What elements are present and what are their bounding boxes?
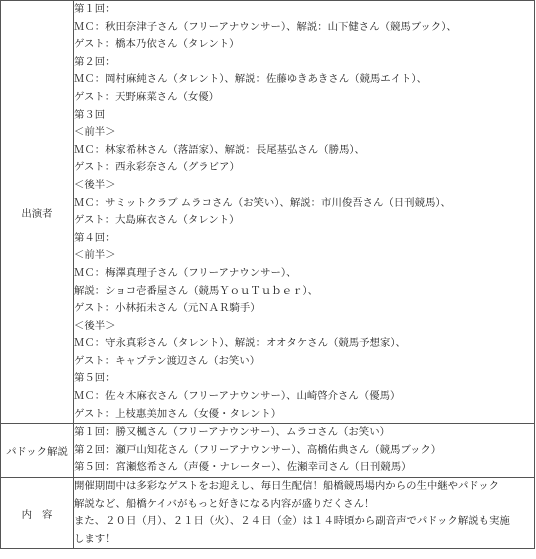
- text-line: ＭＣ：林家希林さん（落語家）、解説：長尾基弘さん（勝馬）、: [74, 143, 365, 156]
- text-line: ＜前半＞: [74, 126, 116, 139]
- text-line: ゲスト：キャプテン渡辺さん（お笑い）: [74, 354, 261, 367]
- label-paddock-commentary: パドック解説: [1, 424, 74, 478]
- label-contents-text: 内容: [21, 508, 63, 521]
- text-line: 第５回：宮瀬悠希さん（声優・ナレーター）、佐瀬幸司さん（日刊競馬）: [74, 461, 412, 474]
- text-line: ＭＣ：佐々木麻衣さん（フリーアナウンサー）、山崎啓介さん（優馬）: [74, 390, 401, 403]
- contents-content: [74, 478, 535, 549]
- text-line: 第１回：勝又楓さん（フリーアナウンサー）、ムラコさん（お笑い）: [74, 426, 390, 439]
- text-line: 第３回: [74, 108, 106, 121]
- text-line: ＭＣ：秋田奈津子さん（フリーアナウンサー）、解説：山下健さん（競馬ブック）、: [74, 20, 457, 33]
- text-line: ゲスト：橋本乃依さん（タレント）: [74, 38, 240, 51]
- text-line: ＜前半＞: [74, 249, 116, 262]
- text-line: 第５回：: [74, 372, 116, 385]
- label-performers: 出演者: [1, 1, 74, 424]
- performers-content: [74, 1, 535, 424]
- text-line: します！: [74, 532, 116, 545]
- text-line: ＭＣ：岡村麻純さん（タレント）、解説：佐藤ゆきあきさん（競馬エイト）、: [74, 73, 428, 86]
- text-line: ＜後半＞: [74, 319, 116, 332]
- text-line: 第４回：: [74, 231, 116, 244]
- text-line: ゲスト：天野麻菜さん（女優）: [74, 90, 220, 103]
- text-line: ＭＣ：守永真彩さん（タレント）、解説：オオタケさん（競馬予想家）、: [74, 337, 406, 350]
- text-line: 第２回：: [74, 55, 116, 68]
- text-line: また、２０日（月）、２１日（火）、２４日（金）は１４時頃から副音声でパドック解説も実施: [74, 515, 510, 528]
- text-line: ゲスト：大島麻衣さん（タレント）: [74, 214, 240, 227]
- text-line: 第１回：: [74, 3, 116, 15]
- text-line: ＜後半＞: [74, 178, 116, 191]
- text-line: ゲスト：小林拓未さん（元ＮＡＲ騎手）: [74, 302, 261, 315]
- text-line: ゲスト：西永彩奈さん（グラビア）: [74, 161, 240, 174]
- text-line: 解説など、船橋ケイバがもっと好きになる内容が盛りだくさん！: [74, 497, 375, 510]
- text-line: ゲスト：上枝惠美加さん（女優・タレント）: [74, 407, 282, 420]
- text-line: 第２回：瀬戸山知花さん（フリーアナウンサー）、高橋佑典さん（競馬ブック）: [74, 443, 442, 456]
- text-line: ＭＣ：サミットクラブ ムラコさん（お笑い）、解説：市川俊吾さん（日刊競馬）、: [74, 196, 451, 209]
- row-paddock-commentary: [1, 424, 535, 478]
- paddock-content: [74, 424, 535, 478]
- label-contents: [1, 478, 74, 549]
- text-line: 開催期間中は多彩なゲストをお迎えし、毎日生配信！船橋競馬場内からの生中継やパドック: [74, 480, 499, 493]
- row-performers: [1, 1, 535, 424]
- row-contents: [1, 478, 535, 549]
- text-line: ＭＣ：梅澤真理子さん（フリーアナウンサー）、: [74, 266, 297, 279]
- text-line: 解説：ショコ壱番屋さん（競馬ＹｏｕＴｕｂｅｒ）、: [74, 284, 318, 297]
